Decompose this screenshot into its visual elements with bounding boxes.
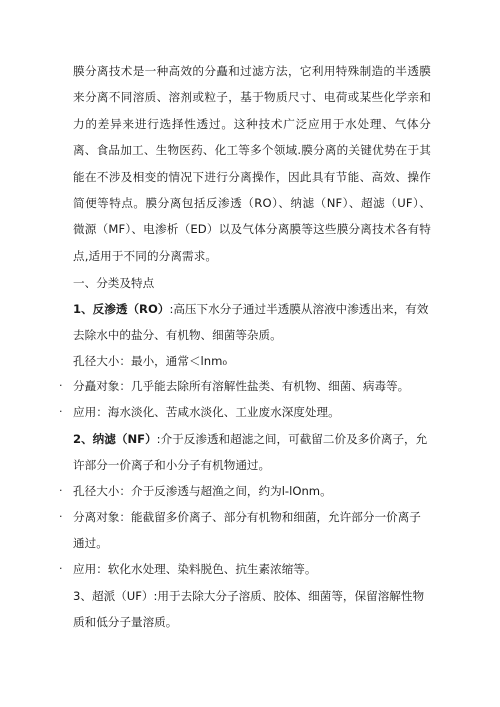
ro-description-line2: 去除水中的盐分、有机物、细菌等杂质。 (73, 328, 282, 342)
ro-title: 反渗透（RO） (92, 302, 170, 316)
nf-separation-line2: 通过。 (73, 536, 108, 550)
ro-separation-bullet: · (59, 379, 63, 392)
nf-desc-text: :介于反渗透和超滤之间，可截留二价及多价离子，允 (156, 432, 428, 446)
ro-application-bullet: · (59, 405, 63, 418)
nf-separation-bullet: · (59, 510, 63, 523)
ro-desc-text: :高压下水分子通过半透膜从溶液中渗透出来，有效 (169, 302, 429, 316)
ro-application: 应用：海水淡化、苦咸水淡化、工业废水深度处理。 (73, 405, 340, 419)
nf-pore-size: 孔径大小：介于反渗透与超渔之间，约为l-lOnm。 (73, 484, 332, 498)
uf-number: 3、 (73, 589, 92, 603)
nf-title: 纳滤（NF） (92, 432, 157, 446)
uf-title: 超派（UF） (91, 589, 154, 603)
section-heading: 一、分类及特点 (73, 276, 155, 290)
ro-separation: 分矗对象：几乎能去除所有溶解性盐类、有机物、细菌、病毒等。 (73, 379, 410, 393)
nf-application: 应用：软化水处理、染料脱色、抗生素浓缩等。 (73, 562, 317, 576)
nf-number: 2、 (73, 432, 93, 446)
uf-desc-text: :用于去除大分子溶质、胶体、细菌等，保留溶解性物 (153, 589, 425, 603)
nf-description-line2: 许部分一价离子和小分子有机物通过。 (73, 458, 271, 472)
nf-application-bullet: · (59, 562, 63, 575)
intro-paragraph: 膜分离技术是一种高效的分矗和过滤方法，它利用特殊制造的半透膜来分离不同溶质、溶剂或粒子，基于物质尺寸、电荷或某些化学亲和力的差异来进行选择性透过。这种技术广泛应用于水处理、气体分离、食品加工、生物医药、化工等多个领域.膜分离的关键优势在于其能在不涉及相变的情况下进行分离操作，因此具有节能、高效、操作简便等特点。膜分离包括反渗透（RO）、纳滤（NF）、超滤（UF）、微源（MF）、电渗析（ED）以及气体分离膜等这些膜分离技术各有特点,适用于不同的分离需求。 (73, 64, 431, 263)
nf-separation-line1: 分离对象：能截留多价离子、部分有机物和细菌，允许部分一价离子 (73, 510, 421, 524)
nf-pore-bullet: · (59, 484, 63, 497)
ro-pore-size: 孔径大小：最小，通常＜lnm₀ (73, 354, 228, 368)
nf-description-line1 (73, 430, 427, 448)
ro-number: 1、 (73, 302, 93, 316)
uf-description-line1 (73, 587, 424, 605)
ro-description-line1 (73, 300, 428, 318)
uf-description-line2: 质和低分子量溶质。 (73, 615, 178, 629)
